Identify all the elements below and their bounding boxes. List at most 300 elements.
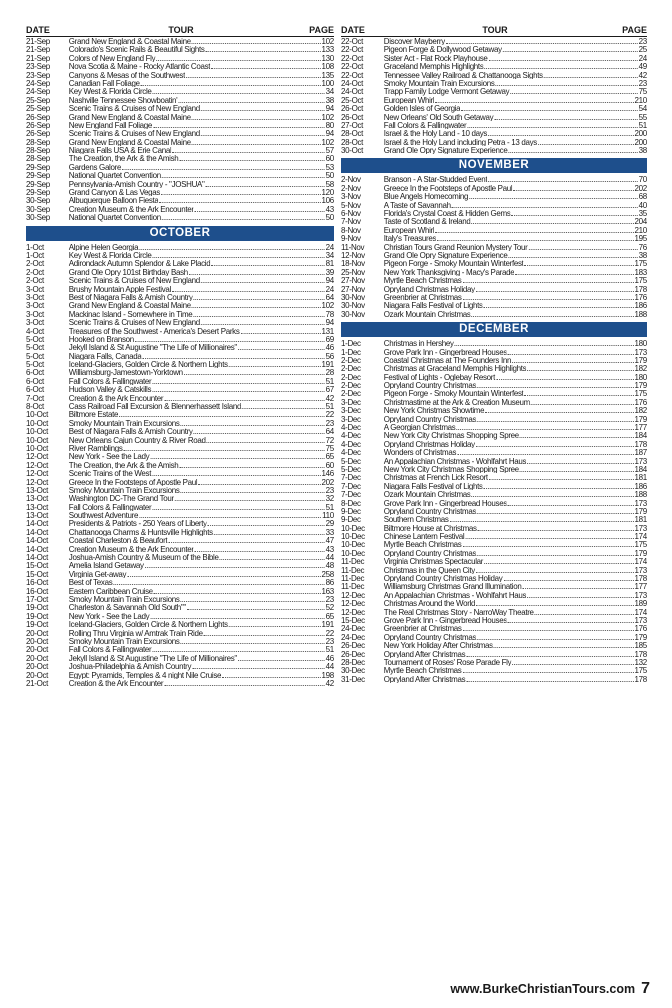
tour-date: 10-Dec xyxy=(341,531,365,542)
dot-leader xyxy=(520,437,634,438)
tour-name: Pigeon Forge - Smoky Mountain Winterfest xyxy=(383,259,524,268)
dot-leader xyxy=(512,362,634,363)
tour-name: Taste of Scotland & Ireland xyxy=(383,217,471,226)
tour-date: 10-Oct xyxy=(26,434,49,445)
tour-page: 53 xyxy=(325,161,334,172)
tour-page: 202 xyxy=(321,476,334,487)
tour-row xyxy=(341,364,647,372)
dot-leader xyxy=(476,291,634,292)
tour-page: 22 xyxy=(325,409,334,420)
tour-page: 175 xyxy=(634,388,647,399)
tour-page: 23 xyxy=(325,484,334,495)
tour-page: 40 xyxy=(638,199,647,210)
tour-page: 179 xyxy=(634,631,647,642)
tour-date: 5-Oct xyxy=(26,333,44,344)
tour-row xyxy=(26,561,334,569)
tour-page: 23 xyxy=(638,36,647,46)
tour-name: The Real Christmas Story - NarroWay Theatre xyxy=(383,607,534,617)
tour-page: 38 xyxy=(638,145,647,156)
tour-row xyxy=(26,96,334,104)
tour-date: 6-Oct xyxy=(26,384,44,395)
tour-date: 2-Nov xyxy=(341,174,361,185)
tour-name: Joshua-Amish Country & Museum of the Bible xyxy=(68,553,219,562)
page-number: 7 xyxy=(641,980,650,997)
dot-leader xyxy=(154,593,321,594)
tour-page: 180 xyxy=(634,371,647,382)
tour-page: 55 xyxy=(638,111,647,122)
tour-row xyxy=(341,490,647,498)
tour-name: New England Fall Foliage xyxy=(68,120,153,130)
tour-date: 19-Oct xyxy=(26,619,49,630)
tour-date: 3-Nov xyxy=(341,191,361,202)
dot-leader xyxy=(510,93,638,94)
tour-row xyxy=(341,209,647,217)
tour-name: Christmas Around the World xyxy=(383,599,476,608)
tour-name: Italy's Treasures xyxy=(383,234,437,243)
tour-row xyxy=(26,494,334,502)
tour-row xyxy=(26,629,334,637)
tour-row xyxy=(26,146,334,154)
dot-leader xyxy=(525,395,634,396)
tour-page: 175 xyxy=(634,258,647,269)
tour-date: 15-Oct xyxy=(26,560,49,571)
dot-leader xyxy=(484,68,637,69)
tour-row xyxy=(26,671,334,679)
tour-page: 173 xyxy=(634,497,647,508)
tour-row xyxy=(341,507,647,515)
page-header: PAGE xyxy=(309,25,334,35)
tour-page: 132 xyxy=(634,656,647,667)
tour-date: 26-Dec xyxy=(341,648,365,659)
tour-date: 2-Dec xyxy=(341,380,361,391)
tour-page: 146 xyxy=(321,468,334,479)
dot-leader xyxy=(168,542,325,543)
tour-page: 35 xyxy=(638,208,647,219)
tour-page: 130 xyxy=(321,52,334,63)
december-band: DECEMBER xyxy=(341,322,647,337)
dot-leader xyxy=(175,500,325,501)
tour-page: 175 xyxy=(634,665,647,676)
tour-page: 58 xyxy=(325,178,334,189)
tour-name: Ozark Mountain Christmas xyxy=(383,309,471,319)
tour-date: 26-Oct xyxy=(341,103,364,114)
tour-date: 28-Oct xyxy=(341,136,364,147)
tour-row xyxy=(26,243,334,251)
tour-row xyxy=(26,612,334,620)
tour-row xyxy=(341,431,647,439)
tour-name: Ozark Mountain Christmas xyxy=(383,490,471,499)
tour-name: Scenic Trains & Cruises of New England xyxy=(68,104,200,113)
dot-leader xyxy=(193,316,324,317)
tour-name: Opryland Country Christmas xyxy=(383,414,477,424)
tour-page: 51 xyxy=(638,119,647,130)
tour-row xyxy=(341,113,647,121)
tour-date: 8-Nov xyxy=(341,224,361,235)
tour-name: Christmas at Graceland Memphis Highlights xyxy=(383,364,527,373)
october-list xyxy=(26,243,334,688)
tour-row xyxy=(341,62,647,70)
dot-leader xyxy=(466,681,633,682)
tour-name: Florida's Crystal Coast & Hidden Gems xyxy=(383,209,511,218)
dot-leader xyxy=(141,85,321,86)
tour-date: 7-Dec xyxy=(341,480,361,491)
tour-date: 24-Sep xyxy=(26,77,50,88)
tour-row xyxy=(341,201,647,209)
tour-name: Israel & the Holy Land - 10 days xyxy=(383,129,488,138)
tour-date: 5-Oct xyxy=(26,350,44,361)
tour-name: Rolling Thru Virginia w/ Amtrak Train Ride xyxy=(68,628,203,637)
tour-row xyxy=(26,188,334,196)
tour-page: 23 xyxy=(638,77,647,88)
tour-name: Amelia Island Getaway xyxy=(68,561,144,570)
tour-page: 94 xyxy=(325,275,334,286)
tour-row xyxy=(341,633,647,641)
tour-row xyxy=(341,415,647,423)
dot-leader xyxy=(240,333,320,334)
tour-name: Tennessee Valley Railroad & Chattanooga Sights xyxy=(383,70,543,79)
tour-date: 28-Dec xyxy=(341,656,365,667)
tour-name: Grand Ole Opry 101st Birthday Bash xyxy=(68,267,188,277)
dot-leader xyxy=(152,383,324,384)
dot-leader xyxy=(201,282,325,283)
tour-row xyxy=(26,213,334,221)
tour-date: 1-Oct xyxy=(26,241,44,252)
dot-leader xyxy=(192,43,321,44)
tour-row xyxy=(26,587,334,595)
tour-name: The Creation, the Ark & the Amish xyxy=(68,460,179,470)
tour-date: 7-Dec xyxy=(341,472,361,483)
tour-name: Best of Niagara Falls & Amish Country xyxy=(68,427,193,436)
tour-row xyxy=(341,608,647,616)
tour-name: National Quartet Convention xyxy=(68,171,161,180)
tour-page: 24 xyxy=(325,241,334,252)
website-link[interactable]: www.BurkeChristianTours.com xyxy=(450,982,636,996)
tour-page: 94 xyxy=(325,103,334,114)
tour-name: Greece In the Footsteps of Apostle Paul xyxy=(383,183,513,193)
dot-leader xyxy=(189,274,325,275)
dot-leader xyxy=(476,446,634,447)
table-header xyxy=(26,24,334,37)
dot-leader xyxy=(484,307,634,308)
tour-row xyxy=(26,104,334,112)
tour-name: Grand Ole Opry Signature Experience xyxy=(383,250,508,260)
tour-name: Cass Railroad Fall Excursion & Blennerhassett Island xyxy=(68,402,242,411)
tour-name: A Taste of Savannah xyxy=(383,200,451,210)
tour-row xyxy=(26,578,334,586)
tour-row xyxy=(26,54,334,62)
tour-row xyxy=(341,121,647,129)
tour-name: Creation & the Ark Encounter xyxy=(68,393,164,403)
tour-page: 173 xyxy=(634,564,647,575)
tour-page: 183 xyxy=(634,266,647,277)
dot-leader xyxy=(455,345,634,346)
tour-date: 11-Dec xyxy=(341,564,365,575)
tour-name: Grand New England & Coastal Maine xyxy=(68,301,191,310)
tour-row xyxy=(26,154,334,162)
tour-page: 38 xyxy=(325,94,334,105)
tour-date: 4-Dec xyxy=(341,447,361,458)
tour-name: European Whirl xyxy=(383,225,435,235)
tour-header: TOUR xyxy=(482,25,508,35)
tour-date: 6-Nov xyxy=(341,208,361,219)
tour-page: 258 xyxy=(321,568,334,579)
tour-row xyxy=(26,645,334,653)
tour-page: 78 xyxy=(325,308,334,319)
tour-name: Graceland Memphis Highlights xyxy=(383,62,484,71)
tour-name: New York - See the Lady xyxy=(68,452,150,461)
dot-leader xyxy=(449,521,633,522)
tour-page: 135 xyxy=(321,69,334,80)
october-band: OCTOBER xyxy=(26,226,334,241)
date-header: DATE xyxy=(341,25,365,35)
dot-leader xyxy=(152,257,324,258)
tour-name: Williamsburg Christmas Grand Illumination xyxy=(383,582,522,591)
tour-name: Best of Niagara Falls & Amish Country xyxy=(68,292,193,302)
tour-date: 10-Dec xyxy=(341,547,365,558)
tour-date: 15-Dec xyxy=(341,615,365,625)
dot-leader xyxy=(192,307,321,308)
tour-name: Egypt: Pyramids, Temples & 4 night Nile Cruise xyxy=(68,670,222,679)
dot-leader xyxy=(192,668,325,669)
tour-name: Creation Museum & the Ark Encounter xyxy=(68,544,194,554)
tour-name: New York Christmas Showtime xyxy=(383,406,485,415)
dot-leader xyxy=(152,391,325,392)
tour-name: Coastal Christmas at The Founders Inn xyxy=(383,355,512,365)
tour-row xyxy=(341,79,647,87)
tour-page: 195 xyxy=(634,233,647,244)
tour-name: An Appalachian Christmas - Wohlfahrt Haus xyxy=(383,590,527,600)
tour-row xyxy=(26,129,334,137)
tour-page: 49 xyxy=(638,61,647,72)
tour-row xyxy=(26,268,334,276)
tour-row xyxy=(341,574,647,582)
tour-row xyxy=(26,402,334,410)
tour-date: 1-Oct xyxy=(26,249,44,260)
tour-row xyxy=(341,87,647,95)
tour-date: 8-Dec xyxy=(341,497,361,508)
dot-leader xyxy=(508,152,637,153)
tour-date: 9-Nov xyxy=(341,233,361,244)
tour-row xyxy=(341,381,647,389)
tour-date: 29-Sep xyxy=(26,161,50,172)
tour-name: Grand New England & Coastal Maine xyxy=(68,112,191,121)
tour-page: 52 xyxy=(325,602,334,613)
tour-row xyxy=(26,553,334,561)
dot-leader xyxy=(150,458,325,459)
tour-date: 14-Oct xyxy=(26,543,49,554)
tour-date: 30-Nov xyxy=(341,308,365,319)
dot-leader xyxy=(525,265,634,266)
tour-page: 23 xyxy=(325,417,334,428)
tour-row xyxy=(26,637,334,645)
dot-leader xyxy=(152,93,324,94)
tour-page: 25 xyxy=(638,44,647,55)
tour-row xyxy=(26,662,334,670)
tour-date: 30-Oct xyxy=(341,145,364,156)
tour-date: 9-Dec xyxy=(341,514,361,525)
tour-page: 51 xyxy=(325,644,334,655)
tour-page: 100 xyxy=(321,77,334,88)
tour-page: 177 xyxy=(634,422,647,433)
tour-name: Virginia Get-away xyxy=(68,569,127,579)
dot-leader xyxy=(161,194,321,195)
tour-row xyxy=(341,591,647,599)
dot-leader xyxy=(127,576,321,577)
tour-name: Pigeon Forge & Dollywood Getaway xyxy=(383,45,502,54)
tour-page: 34 xyxy=(325,86,334,97)
tour-row xyxy=(26,654,334,662)
tour-row xyxy=(26,503,334,511)
tour-row xyxy=(341,423,647,431)
dot-leader xyxy=(456,429,633,430)
tour-name: Best of Texas xyxy=(68,578,113,587)
tour-page: 173 xyxy=(634,455,647,466)
tour-row xyxy=(26,171,334,179)
dot-leader xyxy=(164,685,325,686)
tour-row xyxy=(341,96,647,104)
tour-row xyxy=(341,465,647,473)
tour-name: Greece In the Footsteps of Apostle Paul xyxy=(68,477,198,486)
tour-row xyxy=(341,666,647,674)
tour-date: 4-Dec xyxy=(341,438,361,449)
tour-name: Grand New England & Coastal Maine xyxy=(68,137,191,147)
tour-date: 29-Sep xyxy=(26,178,50,189)
tour-date: 24-Dec xyxy=(341,623,365,634)
dot-leader xyxy=(528,249,637,250)
tour-name: Israel & the Holy Land including Petra - 13 days xyxy=(383,137,537,147)
tour-date: 10-Dec xyxy=(341,522,365,533)
tour-row xyxy=(341,582,647,590)
tour-name: National Quartet Convention xyxy=(68,213,161,222)
dot-leader xyxy=(179,467,324,468)
dot-leader xyxy=(187,609,325,610)
tour-page: 204 xyxy=(634,216,647,227)
tour-date: 7-Dec xyxy=(341,489,361,500)
tour-date: 29-Sep xyxy=(26,187,50,198)
tour-page: 33 xyxy=(325,526,334,537)
tour-name: New Orleans' Old South Getaway xyxy=(383,112,494,121)
tour-row xyxy=(26,285,334,293)
tour-date: 13-Oct xyxy=(26,501,49,512)
tour-name: Treasures of the Southwest - America's Desert Parks xyxy=(68,326,240,335)
tour-page: 187 xyxy=(634,447,647,458)
tour-date: 5-Dec xyxy=(341,455,361,466)
tour-date: 24-Dec xyxy=(341,631,365,642)
tour-page: 76 xyxy=(638,241,647,252)
tour-name: Biltmore House at Christmas xyxy=(383,523,477,533)
footer xyxy=(450,980,650,998)
tour-date: 28-Sep xyxy=(26,153,50,164)
tour-date: 2-Nov xyxy=(341,182,361,193)
tour-page: 185 xyxy=(634,640,647,651)
tour-name: Chattanooga Charms & Huntsville Highlights xyxy=(68,527,213,537)
page-header: PAGE xyxy=(622,25,647,35)
tour-name: A Georgian Christmas xyxy=(383,423,456,432)
tour-row xyxy=(26,511,334,519)
tour-name: Canyons & Mesas of the Southwest xyxy=(68,70,185,79)
tour-page: 57 xyxy=(325,145,334,156)
tour-date: 30-Dec xyxy=(341,665,365,676)
tour-date: 20-Oct xyxy=(26,652,49,663)
tour-row xyxy=(26,293,334,301)
dot-leader xyxy=(164,400,325,401)
dot-leader xyxy=(496,379,634,380)
dot-leader xyxy=(211,265,324,266)
tour-row xyxy=(341,524,647,532)
tour-row xyxy=(26,87,334,95)
tour-row xyxy=(26,536,334,544)
tour-name: Biltmore Estate xyxy=(68,410,119,419)
tour-name: Branson - A Star-Studded Event xyxy=(383,175,488,184)
tour-page: 64 xyxy=(325,291,334,302)
tour-page: 177 xyxy=(634,581,647,592)
tour-page: 178 xyxy=(634,573,647,584)
tour-date: 7-Oct xyxy=(26,392,44,403)
tour-date: 12-Dec xyxy=(341,606,365,617)
tour-page: 42 xyxy=(325,392,334,403)
tour-date: 3-Dec xyxy=(341,396,361,407)
tour-row xyxy=(26,301,334,309)
tour-row xyxy=(341,138,647,146)
tour-page: 51 xyxy=(325,401,334,412)
tour-name: Canadian Fall Foliage xyxy=(68,78,140,88)
tour-row xyxy=(341,440,647,448)
tour-name: Opryland Country Christmas Holiday xyxy=(383,574,503,583)
dot-leader xyxy=(242,408,325,409)
right-column xyxy=(341,24,647,683)
tour-date: 6-Oct xyxy=(26,367,44,378)
tour-row xyxy=(26,352,334,360)
dot-leader xyxy=(477,639,634,640)
tour-name: Opryland After Christmas xyxy=(383,674,466,684)
tour-page: 200 xyxy=(634,136,647,147)
tour-date: 7-Nov xyxy=(341,216,361,227)
dot-leader xyxy=(162,219,325,220)
tour-row xyxy=(26,385,334,393)
dot-leader xyxy=(186,77,321,78)
tour-name: An Appalachian Christmas - Wohlfahrt Haus xyxy=(383,456,527,465)
tour-page: 32 xyxy=(325,493,334,504)
tour-row xyxy=(341,624,647,632)
tour-page: 42 xyxy=(325,677,334,688)
tour-row xyxy=(26,360,334,368)
tour-name: Alpine Helen Georgia xyxy=(68,242,139,251)
dot-leader xyxy=(139,249,325,250)
tour-date: 10-Oct xyxy=(26,409,49,420)
tour-date: 27-Nov xyxy=(341,283,365,294)
tour-date: 12-Dec xyxy=(341,598,365,609)
tour-date: 2-Oct xyxy=(26,266,44,277)
dot-leader xyxy=(184,374,325,375)
dot-leader xyxy=(435,102,633,103)
tour-name: Southern Christmas xyxy=(383,515,449,524)
tour-page: 28 xyxy=(325,367,334,378)
tour-row xyxy=(26,310,334,318)
tour-name: Christmas in the Queen City xyxy=(383,565,475,575)
tour-row xyxy=(26,603,334,611)
tour-page: 175 xyxy=(634,275,647,286)
tour-row xyxy=(341,234,647,242)
tour-name: Golden Isles of Georgia xyxy=(383,104,461,113)
tour-page: 23 xyxy=(325,635,334,646)
tour-date: 11-Dec xyxy=(341,573,365,584)
dot-leader xyxy=(503,580,633,581)
dot-leader xyxy=(172,291,325,292)
dot-leader xyxy=(192,144,321,145)
tour-name: Opryland Christmas Holiday xyxy=(383,439,475,449)
tour-page: 179 xyxy=(634,505,647,516)
tour-name: New York City Christmas Shopping Spree xyxy=(383,431,519,440)
